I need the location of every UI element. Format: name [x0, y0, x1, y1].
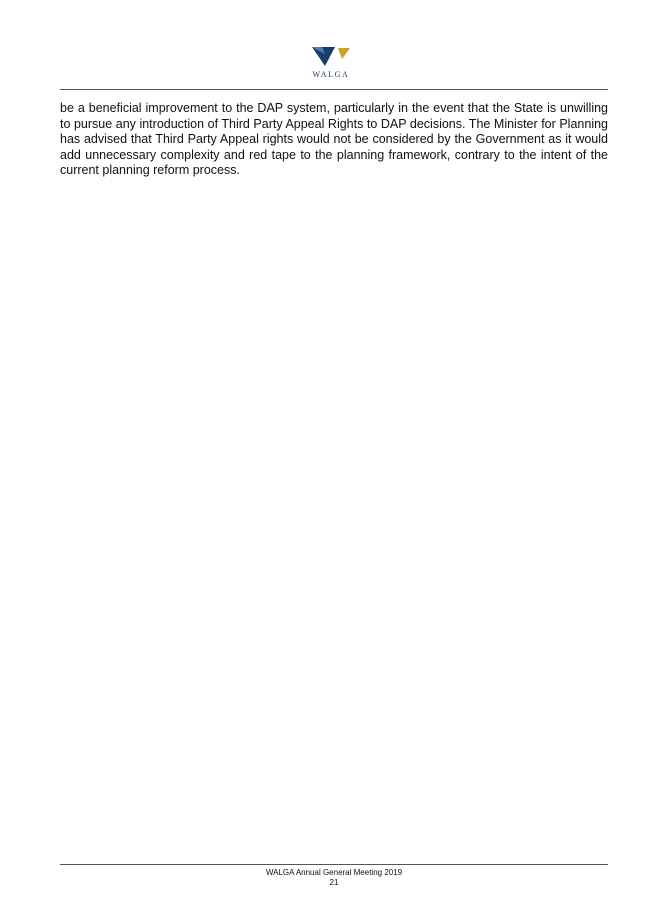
- page-number: 21: [329, 878, 339, 887]
- page-footer: [60, 868, 608, 888]
- walga-logo: [308, 46, 354, 86]
- body-paragraph: be a beneficial improvement to the DAP system, particularly in the event that the State is unwilling to pursue any introduction of Third Party Appeal Rights to DAP decisions. The Minister for Planning has advised that Third Party Appeal rights would not be considered by the Government as it would add unnecessary complexity and red tape to the planning framework, contrary to the intent of the current planning reform process.: [60, 101, 608, 177]
- footer-title: WALGA Annual General Meeting 2019: [265, 868, 403, 877]
- footer-divider: [60, 864, 608, 865]
- walga-logo-icon: [308, 46, 354, 68]
- logo-wordmark: WALGA: [312, 70, 350, 79]
- header-divider: [60, 89, 608, 90]
